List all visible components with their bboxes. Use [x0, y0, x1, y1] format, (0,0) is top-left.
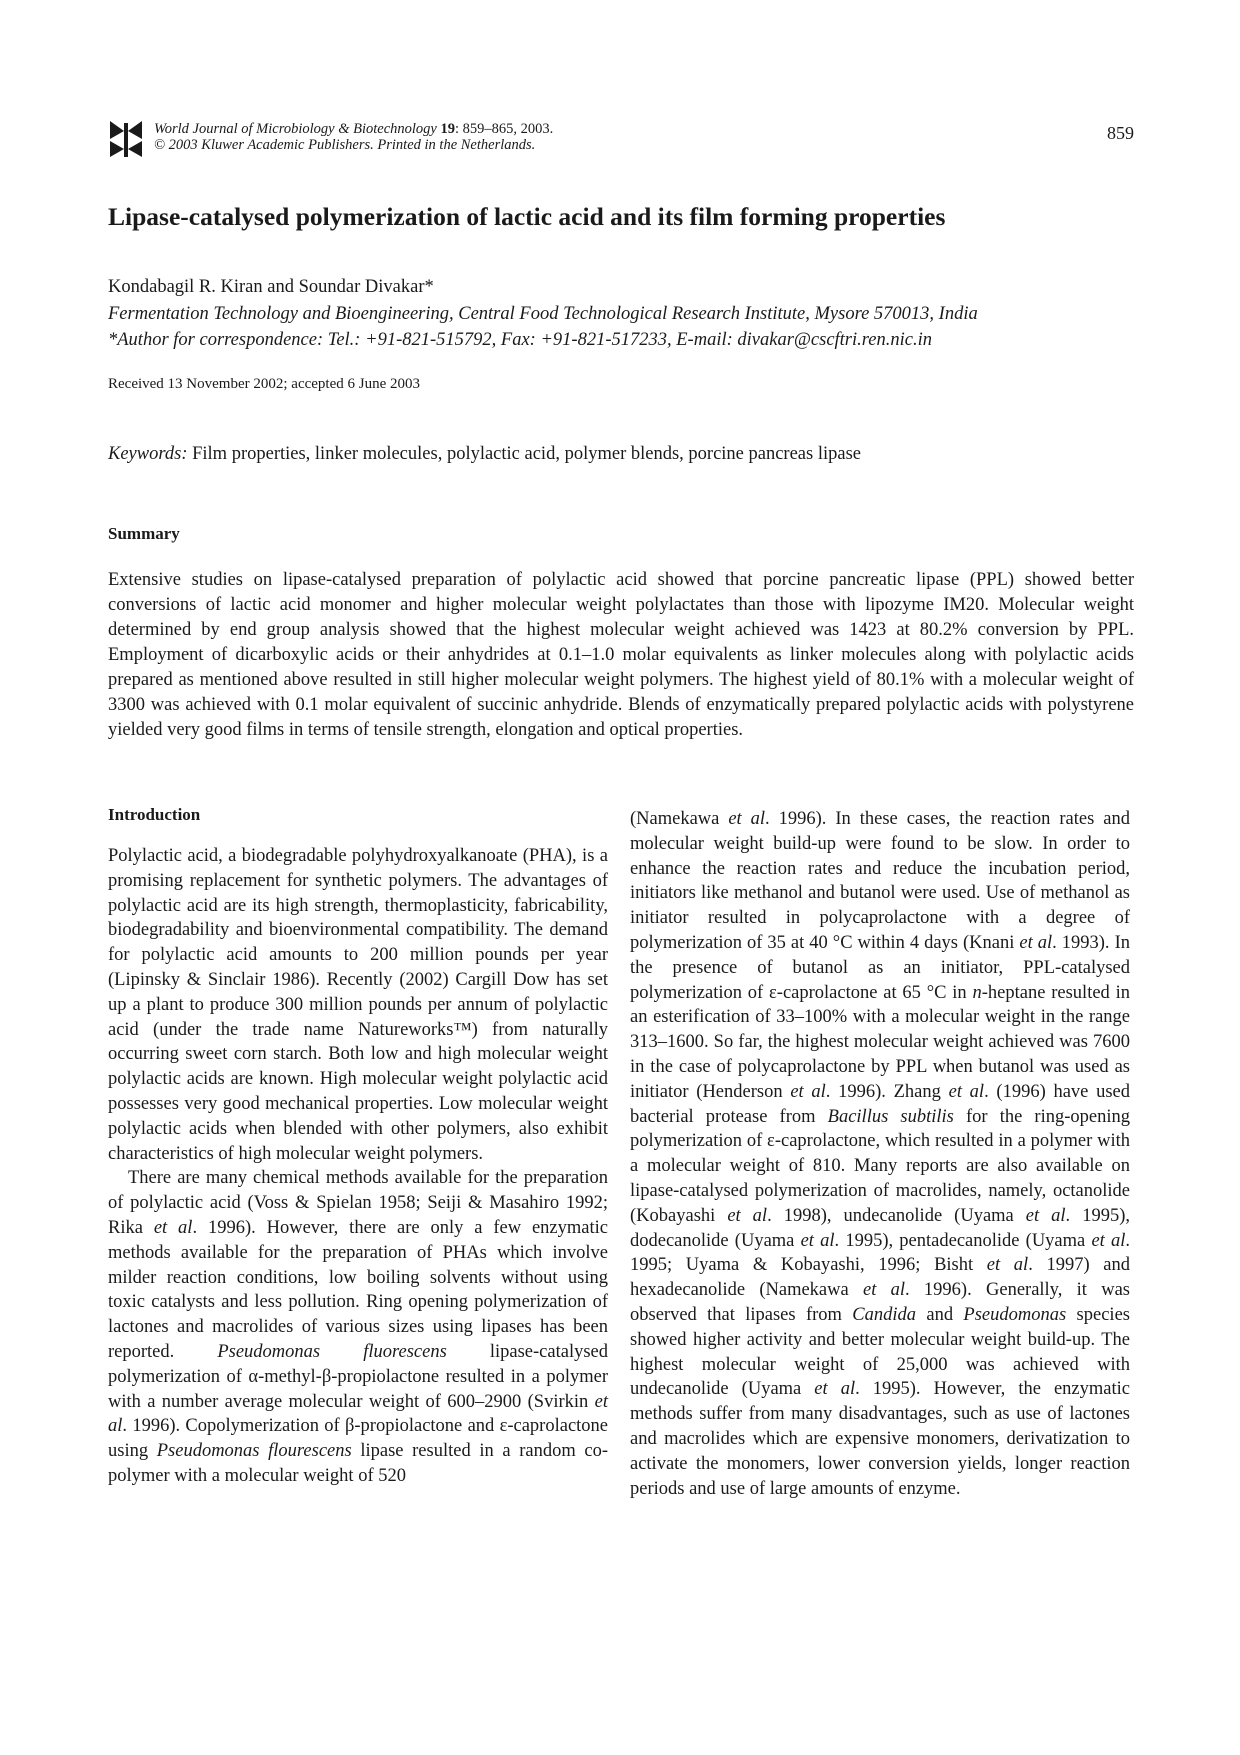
intro-paragraph-1: Polylactic acid, a biodegradable polyhydroxyalkanoate (PHA), is a promising replacement for synthetic polymers. The advantages of polylactic acid are its high strength, thermoplasticity, fabricability, biodegradability and bioenvironmental compatibility. The demand for polylactic acid amounts to 200 million pounds per year (Lipinsky & Sinclair 1986). Recently (2002) Cargill Dow has set up a plant to produce 300 million pounds per annum of polylactic acid (under the trade name Natureworks™) from naturally occurring sweet corn starch. Both low and high molecular weight polylactic acids are known. High molecular weight polylactic acid possesses very good mechanical properties. Low molecular weight polylactic acids when blended with other polymers, also exhibit characteristics of high molecular weight polymers. [108, 846, 608, 1164]
running-header [108, 119, 1134, 161]
introduction-heading: Introduction [108, 805, 201, 824]
intro-paragraph-2-continued: (Namekawa et al. 1996). In these cases, the reaction rates and molecular weight build-up were found to be slow. In order to enhance the reaction rates and reduce the incubation period, initiators like methanol and butanol were used. Use of methanol as initiator resulted in polycaprolactone with a degree of polymerization of 35 at 40 °C within 4 days (Knani et al. 1993). In the presence of butanol as an initiator, PPL-catalysed polymerization of ε-caprolactone at 65 °C in n-heptane resulted in an esterification of 33–100% with a molecular weight in the range 313–1600. So far, the highest molecular weight achieved was 7600 in the case of polycaprolactone by PPL when butanol was used as initiator (Henderson et al. 1996). Zhang et al. (1996) have used bacterial protease from Bacillus subtilis for the ring-opening polymerization of ε-caprolactone, which resulted in a polymer with a molecular weight of 810. Many reports are also available on lipase-catalysed polymerization of macrolides, namely, octanolide (Kobayashi et al. 1998), undecanolide (Uyama et al. 1995), dodecanolide (Uyama et al. 1995), pentadecanolide (Uyama et al. 1995; Uyama & Kobayashi, 1996; Bisht et al. 1997) and hexadecanolide (Namekawa et al. 1996). Generally, it was observed that lipases from Candida and Pseudomonas species showed higher activity and better molecular weight build-up. The highest molecular weight of 25,000 was achieved with undecanolide (Uyama et al. 1995). However, the enzymatic methods suffer from many disadvantages, such as use of lactones and macrolides which are expensive monomers, derivatization to activate the monomers, lower conversion yields, longer reaction periods and use of large amounts of enzyme. [630, 809, 1131, 1499]
intro-paragraph-2: There are many chemical methods available for the preparation of polylactic acid (Voss & Spielan 1958; Seiji & Masahiro 1992; Rika et al. 1996). However, there are only a few enzymatic methods available for the preparation of PHAs which involve milder reaction conditions, low boiling solvents without using toxic catalysts and less pollution. Ring opening polymerization of lactones and macrolides of various sizes using lipases has been reported. Pseudomonas fluorescens lipase-catalysed polymerization of α-methyl-β-propiolactone resulted in a polymer with a number average molecular weight of 600–2900 (Svirkin et al. 1996). Copolymerization of β-propiolactone and ε-caprolactone using Pseudomonas flourescens lipase resulted in a random co-polymer with a molecular weight of 520 [108, 1168, 608, 1486]
journal-citation [154, 121, 553, 153]
author-list: Kondabagil R. Kiran and Soundar Divakar* [108, 277, 434, 297]
left-column [108, 804, 608, 1489]
summary-text: Extensive studies on lipase-catalysed preparation of polylactic acid showed that porcine pancreatic lipase (PPL) showed better conversions of lactic acid monomer and higher molecular weight polylactates than those with lipozyme IM20. Molecular weight determined by end group analysis showed that the highest molecular weight achieved was 1423 at 80.2% conversion by PPL. Employment of dicarboxylic acids or their anhydrides at 0.1–1.0 molar equivalents as linker molecules along with polylactic acids prepared as mentioned above resulted in still higher molecular weight polymers. The highest yield of 80.1% with a molecular weight of 3300 was achieved with 0.1 molar equivalent of succinic anhydride. Blends of enzymatically prepared polylactic acids with polystyrene yielded very good films in terms of tensile strength, elongation and optical properties. [108, 570, 1134, 740]
right-column [630, 807, 1130, 1501]
article-title: Lipase-catalysed polymerization of lactic acid and its film forming properties [108, 202, 946, 231]
keywords-list: Film properties, linker molecules, polylactic acid, polymer blends, porcine pancreas lipase [192, 444, 861, 464]
journal-volume: 19 [440, 121, 455, 137]
page-number: 859 [1107, 123, 1134, 143]
received-dates: Received 13 November 2002; accepted 6 June 2003 [108, 376, 420, 392]
keywords-label: Keywords: [108, 444, 188, 464]
correspondence-info: *Author for correspondence: Tel.: +91-821-515792, Fax: +91-821-517233, E-mail: divakar@cscftri.ren.nic.in [108, 330, 932, 350]
journal-name: World Journal of Microbiology & Biotechnology [154, 121, 437, 137]
journal-pages-year: : 859–865, 2003. [454, 121, 554, 137]
journal-copyright: © 2003 Kluwer Academic Publishers. Printed in the Netherlands. [154, 137, 536, 153]
summary-heading: Summary [108, 524, 180, 543]
keywords-line [108, 444, 861, 465]
author-affiliation: Fermentation Technology and Bioengineering, Central Food Technological Research Institute, Mysore 570013, India [108, 304, 978, 324]
publisher-logo-icon [108, 119, 144, 159]
